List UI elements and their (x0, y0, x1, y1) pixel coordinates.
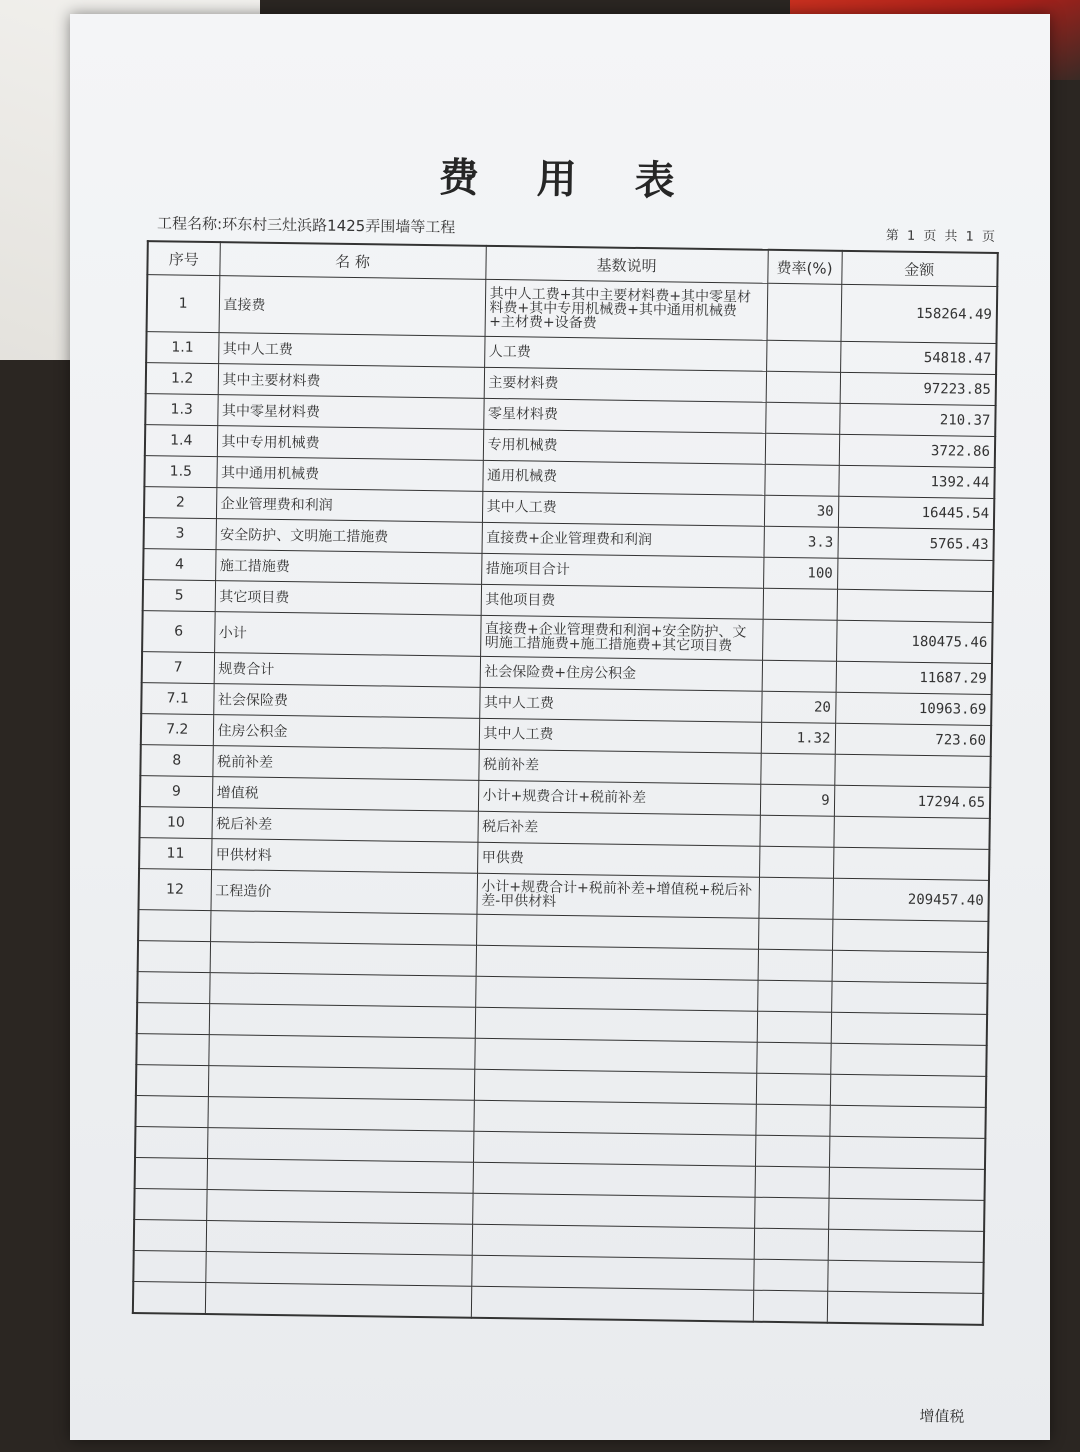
empty-cell (757, 980, 831, 1012)
cell-basis: 社会保险费+住房公积金 (480, 656, 762, 691)
header-name: 名 称 (219, 242, 485, 279)
empty-cell (473, 1100, 755, 1135)
header-rate: 费率(%) (767, 250, 841, 285)
table-body (133, 275, 997, 1325)
cell-amount: 16445.54 (838, 496, 994, 529)
cell-rate: 30 (764, 495, 838, 527)
empty-cell (476, 945, 758, 980)
cell-name: 甲供材料 (211, 839, 477, 874)
cell-amount: 209457.40 (832, 878, 989, 921)
empty-cell (757, 1011, 831, 1043)
empty-cell (830, 1074, 986, 1107)
cell-rate (762, 660, 836, 692)
cell-amount (833, 847, 989, 880)
cell-basis: 其中人工费 (479, 718, 761, 753)
cell-rate (765, 402, 839, 434)
empty-cell (829, 1136, 985, 1169)
empty-cell (828, 1198, 984, 1231)
empty-cell (206, 1221, 472, 1256)
project-line (157, 212, 456, 237)
empty-cell (832, 919, 988, 952)
empty-cell (135, 1158, 207, 1190)
cell-no: 3 (144, 518, 216, 550)
cell-name: 住房公积金 (213, 715, 479, 750)
cell-basis: 税后补差 (477, 811, 759, 846)
cell-rate (760, 753, 834, 785)
cell-basis: 其中人工费 (482, 491, 764, 526)
empty-cell (137, 972, 209, 1004)
cell-no: 4 (143, 549, 215, 581)
fee-table (132, 240, 999, 1326)
empty-cell (208, 1066, 474, 1101)
empty-cell (133, 1251, 205, 1283)
page-info: 第 1 页 共 1 页 (885, 228, 998, 245)
cell-basis: 措施项目合计 (481, 553, 763, 588)
cell-rate (765, 433, 839, 465)
cell-basis: 零星材料费 (483, 398, 765, 433)
cell-amount (834, 754, 990, 787)
empty-cell (754, 1228, 828, 1260)
empty-cell (210, 911, 476, 946)
project-name: 环东村三灶浜路1425弄围墙等工程 (222, 215, 456, 237)
empty-cell (138, 941, 210, 973)
empty-cell (135, 1096, 207, 1128)
cell-basis: 小计+规费合计+税前补差 (478, 780, 760, 815)
cell-basis: 主要材料费 (484, 367, 766, 402)
cell-no: 10 (140, 807, 212, 839)
cell-no: 1.2 (146, 363, 218, 395)
cell-name: 其中专用机械费 (217, 426, 483, 461)
cell-no: 1.3 (145, 394, 217, 426)
cell-name: 其中人工费 (218, 333, 484, 368)
cell-rate (766, 371, 840, 403)
empty-cell (207, 1159, 473, 1194)
cell-no: 7.1 (141, 683, 213, 715)
footer-note: 增值税 (919, 1407, 965, 1426)
empty-cell (755, 1135, 829, 1167)
empty-cell (209, 1004, 475, 1039)
document-page (70, 14, 1050, 1440)
cell-basis: 其他项目费 (481, 584, 763, 619)
cell-name: 税后补差 (211, 808, 477, 843)
empty-cell (753, 1259, 827, 1291)
document-title: 费 用 表 (438, 154, 697, 205)
empty-cell (829, 1167, 985, 1200)
cell-name: 规费合计 (214, 653, 480, 688)
cell-name: 其它项目费 (215, 581, 481, 616)
cell-no: 1 (147, 275, 220, 333)
cell-basis: 甲供费 (477, 842, 759, 877)
cell-no: 12 (138, 869, 211, 911)
cell-amount: 11687.29 (836, 661, 992, 694)
empty-cell (753, 1290, 827, 1323)
empty-cell (134, 1220, 206, 1252)
empty-cell (832, 950, 988, 983)
empty-cell (134, 1189, 206, 1221)
empty-cell (135, 1127, 207, 1159)
cell-no: 2 (144, 487, 216, 519)
cell-basis: 直接费+企业管理费和利润+安全防护、文明施工措施费+施工措施费+其它项目费 (480, 615, 763, 660)
cell-name: 施工措施费 (215, 550, 481, 585)
empty-cell (136, 1065, 208, 1097)
cell-basis: 小计+规费合计+税前补差+增值税+税后补差-甲供材料 (476, 873, 759, 918)
cell-rate (767, 283, 842, 341)
empty-cell (471, 1255, 753, 1290)
empty-cell (758, 918, 832, 950)
cell-basis: 人工费 (484, 336, 766, 371)
cell-no: 7 (142, 652, 214, 684)
empty-cell (472, 1193, 754, 1228)
empty-cell (473, 1162, 755, 1197)
empty-cell (472, 1224, 754, 1259)
header-amount: 金额 (841, 251, 997, 287)
cell-basis: 直接费+企业管理费和利润 (482, 522, 764, 557)
project-label: 工程名称: (156, 214, 223, 234)
empty-cell (207, 1097, 473, 1132)
cell-amount (833, 816, 989, 849)
cell-amount: 54818.47 (840, 341, 996, 374)
cell-rate (758, 877, 833, 919)
cell-basis: 通用机械费 (482, 460, 764, 495)
cell-name: 工程造价 (210, 870, 477, 915)
empty-cell (831, 981, 987, 1014)
empty-cell (210, 942, 476, 977)
cell-amount: 10963.69 (835, 692, 991, 725)
empty-cell (754, 1197, 828, 1229)
empty-cell (830, 1043, 986, 1076)
cell-rate: 3.3 (763, 526, 837, 558)
empty-cell (474, 1038, 756, 1073)
cell-rate (764, 464, 838, 496)
cell-no: 1.5 (144, 456, 216, 488)
cell-name: 企业管理费和利润 (216, 488, 482, 523)
cell-amount (837, 558, 993, 591)
empty-cell (471, 1286, 753, 1321)
empty-cell (476, 914, 758, 949)
cell-no: 9 (140, 776, 212, 808)
cell-rate (763, 588, 837, 620)
empty-cell (829, 1105, 985, 1138)
cell-rate: 9 (760, 784, 834, 816)
cell-name: 直接费 (219, 276, 486, 337)
empty-cell (828, 1229, 984, 1262)
cell-no: 7.2 (141, 714, 213, 746)
header-no: 序号 (147, 241, 219, 276)
cell-no: 1.4 (145, 425, 217, 457)
document-content (120, 14, 1040, 1452)
cell-basis: 其中人工费 (479, 687, 761, 722)
empty-cell (474, 1069, 756, 1104)
cell-basis: 其中人工费+其中主要材料费+其中零星材料费+其中专用机械费+其中通用机械费+主材费+设备费 (485, 279, 768, 340)
cell-amount (837, 589, 993, 622)
cell-name: 其中主要材料费 (218, 364, 484, 399)
cell-amount: 210.37 (839, 403, 995, 436)
cell-amount: 3722.86 (839, 434, 995, 467)
cell-amount: 17294.65 (834, 785, 990, 818)
cell-name: 税前补差 (212, 746, 478, 781)
cell-rate: 100 (763, 557, 837, 589)
empty-cell (205, 1283, 471, 1318)
cell-name: 其中通用机械费 (216, 457, 482, 492)
cell-rate: 20 (761, 691, 835, 723)
empty-cell (473, 1131, 755, 1166)
cell-name: 安全防护、文明施工措施费 (216, 519, 482, 554)
empty-cell (831, 1012, 987, 1045)
cell-amount: 158264.49 (840, 284, 997, 343)
empty-cell (827, 1291, 983, 1325)
cell-name: 小计 (214, 612, 481, 657)
cell-name: 其中零星材料费 (217, 395, 483, 430)
cell-no: 5 (143, 580, 215, 612)
empty-cell (756, 1042, 830, 1074)
empty-cell (475, 1007, 757, 1042)
cell-name: 增值税 (212, 777, 478, 812)
cell-basis: 专用机械费 (483, 429, 765, 464)
empty-cell (756, 1073, 830, 1105)
cell-no: 1.1 (146, 332, 218, 364)
cell-rate (759, 815, 833, 847)
cell-amount: 723.60 (835, 723, 991, 756)
cell-rate (759, 846, 833, 878)
cell-no: 8 (140, 745, 212, 777)
cell-no: 11 (139, 838, 211, 870)
cell-rate: 1.32 (761, 722, 835, 754)
cell-rate (762, 619, 837, 661)
cell-amount: 180475.46 (836, 620, 993, 663)
empty-cell (209, 973, 475, 1008)
empty-cell (475, 976, 757, 1011)
empty-cell (755, 1104, 829, 1136)
empty-cell (133, 1282, 205, 1315)
empty-cell (827, 1260, 983, 1293)
empty-cell (758, 949, 832, 981)
cell-amount: 1392.44 (838, 465, 994, 498)
empty-cell (137, 1003, 209, 1035)
empty-cell (208, 1035, 474, 1070)
empty-cell (755, 1166, 829, 1198)
empty-cell (206, 1190, 472, 1225)
cell-rate (766, 340, 840, 372)
cell-amount: 97223.85 (840, 372, 996, 405)
cell-basis: 税前补差 (478, 749, 760, 784)
cell-amount: 5765.43 (837, 527, 993, 560)
empty-cell (136, 1034, 208, 1066)
cell-name: 社会保险费 (213, 684, 479, 719)
header-basis: 基数说明 (485, 246, 767, 283)
empty-cell (207, 1128, 473, 1163)
empty-cell (205, 1252, 471, 1287)
cell-no: 6 (142, 611, 215, 653)
empty-cell (138, 910, 210, 942)
